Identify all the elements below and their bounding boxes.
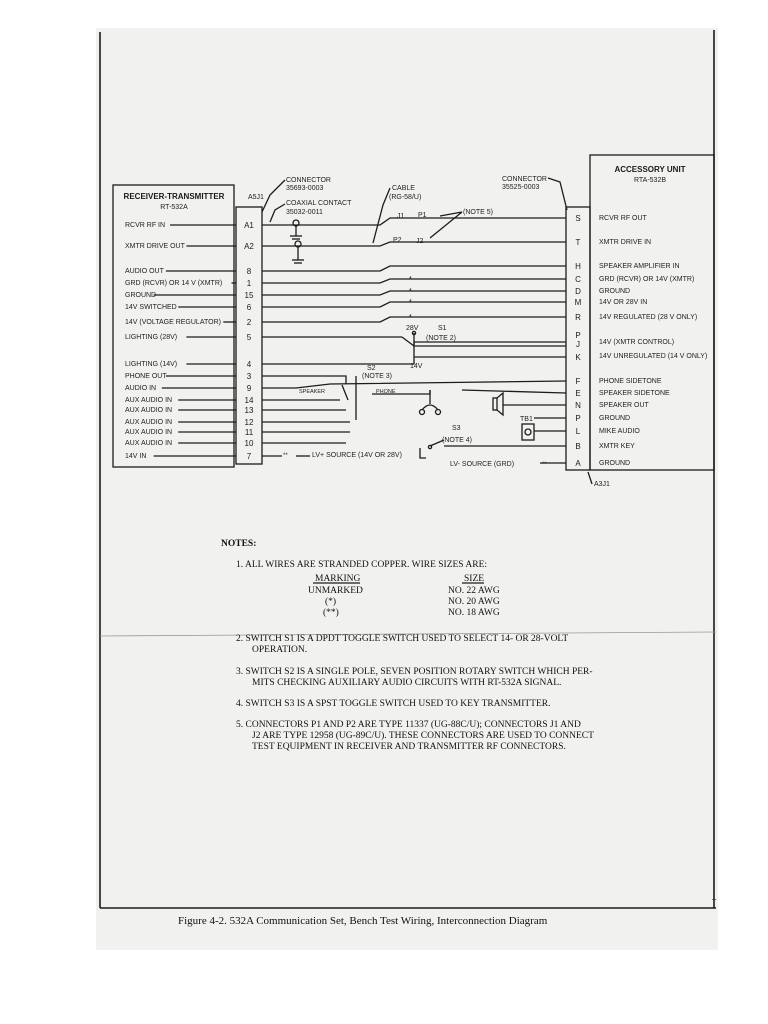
wire-audio-in [262,381,566,388]
switch-s2 [299,365,396,420]
wire-2 [262,266,566,271]
coax-ground-symbols [290,220,304,263]
right-pin-4: D [575,287,581,296]
rt-label-3: GRD (RCVR) OR 14 V (XMTR) [125,280,223,287]
microphone-icon [522,424,534,440]
size-row-3: NO. 18 AWG [448,608,500,618]
note5-label: (NOTE 5) [463,209,493,216]
au-label-1: XMTR DRIVE IN [599,239,652,246]
cable-leader [373,188,390,243]
au-title: ACCESSORY UNIT [614,165,686,174]
lv-minus-label: LV- SOURCE (GRD) [450,461,515,468]
wire-6 [262,317,566,322]
au-label-12: GROUND [599,415,631,422]
left-pin-0: A1 [244,221,254,230]
wire-3 [262,279,566,283]
switch-s3 [420,425,472,458]
p1-label: P1 [418,212,427,219]
cable-label: CABLE [392,185,415,192]
wire-mark-0: * [409,276,412,283]
corner-mark: T [712,899,717,906]
rt-label-6: 14V (VOLTAGE REGULATOR) [125,319,221,326]
coax-contact-label: COAXIAL CONTACT [286,200,352,207]
note-5-line-1: 5. CONNECTORS P1 AND P2 ARE TYPE 11337 (UG-88C/U); CONNECTORS J1 AND [236,720,581,730]
wire-1 [262,242,566,246]
note-5-line-3: TEST EQUIPMENT IN RECEIVER AND TRANSMITTER RF CONNECTORS. [252,742,566,752]
right-pin-10: F [575,377,581,386]
note-2-line-1: 2. SWITCH S1 IS A DPDT TOGGLE SWITCH USED TO SELECT 14- OR 28-VOLT [236,634,569,644]
rt-label-9: PHONE OUT [125,373,167,380]
rt-signal-labels [125,222,236,460]
right-pin-2: H [575,262,581,271]
rt-label-12: AUX AUDIO IN [125,407,173,414]
s1-label: S1 [438,325,447,332]
note-1: 1. ALL WIRES ARE STRANDED COPPER. WIRE SIZES ARE: [236,560,488,570]
rt-label-4: GROUND [125,292,157,299]
notes-heading: NOTES: [221,539,257,549]
left-pin-16: 7 [246,452,252,461]
right-pin-0: S [575,214,581,223]
wire-0 [262,218,566,225]
au-box [590,155,714,470]
wire-lighting14 [262,360,414,364]
au-label-8: 14V UNREGULATED (14 V ONLY) [599,353,708,360]
left-pin-8: 4 [246,360,252,369]
receiver-transmitter-unit [113,185,236,467]
connector-a3j1-pins [575,214,582,468]
rt-label-15: AUX AUDIO IN [125,440,173,447]
size-row-1: NO. 22 AWG [448,586,500,596]
wire-mark-2: * [409,299,412,306]
wire-4 [262,291,566,295]
p2-label: P2 [393,237,402,244]
connector-left-label: CONNECTOR [286,177,331,184]
phone-tap-label: PHONE [376,389,396,395]
au-model: RTA-532B [633,177,667,184]
au-label-3: GRD (RCVR) OR 14V (XMTR) [599,276,695,283]
note4-label: (NOTE 4) [442,437,472,444]
a3j1-leader [588,472,592,484]
au-signal-labels [599,215,707,467]
rt-label-7: LIGHTING (28V) [125,334,178,341]
note-3-line-1: 3. SWITCH S2 IS A SINGLE POLE, SEVEN POSITION ROTARY SWITCH WHICH PER- [236,667,593,677]
marking-col-header: MARKING [315,574,361,584]
accessory-unit [590,155,714,470]
figure-caption: Figure 4-2. 532A Communication Set, Bench Test Wiring, Interconnection Diagram [178,915,548,927]
left-pin-3: 1 [246,279,252,288]
cable-type: (RG-58/U) [389,194,422,201]
left-pin-12: 13 [244,406,254,415]
wire-5 [262,302,566,307]
rt-label-1: XMTR DRIVE OUT [125,243,185,250]
right-pin-11: E [575,389,581,398]
note-4: 4. SWITCH S3 IS A SPST TOGGLE SWITCH USED TO KEY TRANSMITTER. [236,699,551,709]
coax-leader [270,204,285,222]
note-5-line-2: J2 ARE TYPE 12958 (UG-89C/U). THESE CONNECTORS ARE USED TO CONNECT [252,731,594,741]
right-pin-7: P [575,331,581,340]
note5-leader-b [430,212,462,238]
right-pin-13: P [575,414,581,423]
wire-phone-out [262,376,346,384]
lv-plus-mark: ** [283,453,288,459]
s1-14v: 14V [410,363,423,370]
right-pin-1: T [575,238,581,247]
coax-contact-pn: 35032-0011 [286,209,323,216]
connector-a5j1-pins [244,221,254,461]
rt-label-10: AUDIO IN [125,385,157,392]
right-pin-14: L [575,427,581,436]
left-pin-9: 3 [246,372,252,381]
connector-right-pn: 35525-0003 [502,184,540,191]
rt-label-13: AUX AUDIO IN [125,419,173,426]
au-label-4: GROUND [599,288,631,295]
right-pin-3: C [575,275,581,284]
au-label-6: 14V REGULATED (28 V ONLY) [599,314,698,321]
left-pin-7: 5 [246,333,252,342]
au-label-14: XMTR KEY [599,443,635,450]
j1-label: J1 [397,213,405,220]
right-pin-16: A [575,459,581,468]
tb1-label: TB1 [520,416,533,423]
marking-row-1: UNMARKED [308,586,363,596]
right-pin-8: J [576,340,580,349]
right-pin-9: K [575,353,581,362]
wire-speaker-sidetone [462,390,566,393]
au-label-0: RCVR RF OUT [599,215,647,222]
au-label-2: SPEAKER AMPLIFIER IN [599,263,680,270]
left-pin-15: 10 [244,439,254,448]
marking-row-3: (**) [323,608,339,618]
wire-mark-1: * [409,288,412,295]
lv-plus-label: LV+ SOURCE (14V OR 28V) [312,452,402,459]
speaker-tap-label: SPEAKER [299,389,325,395]
right-pin-12: N [575,401,581,410]
left-pin-11: 14 [244,396,254,405]
connector-right-label: CONNECTOR [502,176,547,183]
left-pin-5: 6 [246,303,252,312]
note2-label: (NOTE 2) [426,335,456,342]
left-pin-6: 2 [246,318,252,327]
note-2-line-2: OPERATION. [252,645,308,655]
rt-model: RT-532A [160,204,188,211]
rt-title: RECEIVER-TRANSMITTER [123,192,225,201]
au-label-11: SPEAKER OUT [599,402,649,409]
note3-label: (NOTE 3) [362,373,392,380]
connector-left-pn: 35693-0003 [286,185,324,192]
left-pin-2: 8 [246,267,252,276]
left-pin-14: 11 [244,428,254,437]
j2-label: J2 [416,238,424,245]
size-col-header: SIZE [464,574,485,584]
au-label-13: MIKE AUDIO [599,428,640,435]
right-pin-15: B [575,442,581,451]
speaker-icon [493,393,503,415]
s2-label: S2 [367,365,376,372]
rt-label-0: RCVR RF IN [125,222,166,229]
left-pin-10: 9 [246,384,252,393]
au-label-5: 14V OR 28V IN [599,299,648,306]
switch-s1 [402,325,456,370]
a5j1-label: A5J1 [248,194,264,201]
note-3-line-2: MITS CHECKING AUXILIARY AUDIO CIRCUITS WITH RT-532A SIGNAL. [252,678,562,688]
rt-label-16: 14V IN [125,453,147,460]
lv-minus-mark: ** [542,462,547,468]
au-label-7: 14V (XMTR CONTROL) [599,339,675,346]
s1-28v: 28V [406,325,419,332]
left-pin-13: 12 [244,418,254,427]
au-label-9: PHONE SIDETONE [599,378,662,385]
right-pin-5: M [574,298,582,307]
rt-label-14: AUX AUDIO IN [125,429,173,436]
rt-label-11: AUX AUDIO IN [125,397,173,404]
rt-label-2: AUDIO OUT [125,268,164,275]
right-pin-6: R [575,313,581,322]
wire-mark-3: * [409,314,412,321]
s3-label: S3 [452,425,461,432]
a3j1-label: A3J1 [594,481,610,488]
marking-row-2: (*) [325,597,337,607]
notes-section [221,539,594,752]
au-label-10: SPEAKER SIDETONE [599,390,670,397]
rt-label-5: 14V SWITCHED [125,304,177,311]
left-pin-1: A2 [244,242,254,251]
size-row-2: NO. 20 AWG [448,597,500,607]
au-label-15: GROUND [599,460,631,467]
connector-right-leader [548,178,567,210]
connector-left-leader [262,180,285,212]
rt-label-8: LIGHTING (14V) [125,361,178,368]
left-pin-4: 15 [244,291,254,300]
